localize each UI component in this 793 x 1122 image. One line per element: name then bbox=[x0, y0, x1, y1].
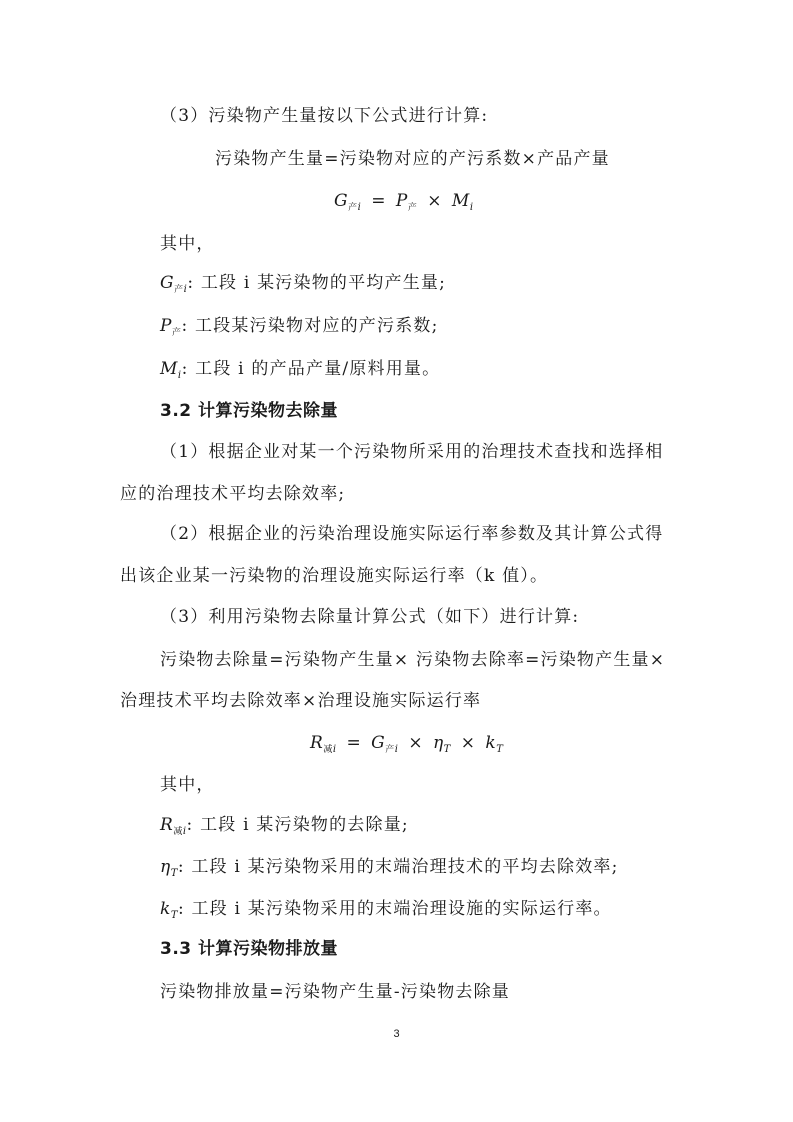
symbol-R: R bbox=[310, 733, 324, 753]
emission-formula-text: 污染物排放量=污染物产生量-污染物去除量 bbox=[160, 982, 510, 1002]
where-label: 其中， bbox=[160, 234, 215, 254]
def-M: $M_i$: 工段 i 的产品产量/原料用量。 bbox=[160, 359, 441, 381]
def-P: $P_产$: 工段某污染物对应的产污系数; bbox=[160, 316, 439, 338]
paragraph-3-line-1: （3）利用污染物去除量计算公式（如下）进行计算: bbox=[160, 607, 580, 627]
def-eta: $\eta_T$: 工段 i 某污染物采用的末端治理技术的平均去除效率; bbox=[160, 857, 619, 879]
def-G: $G_{产i}$: 工段 i 某污染物的平均产生量; bbox=[160, 273, 447, 295]
paragraph-2-line-2: 出该企业某一污染物的治理设施实际运行率（k 值）。 bbox=[120, 566, 549, 586]
formula-text-production: 污染物产生量=污染物对应的产污系数×产品产量 bbox=[215, 149, 610, 169]
section-heading-3-2: 3.2 计算污染物去除量 bbox=[160, 401, 339, 421]
def-R: $R_{减i}$: 工段 i 某污染物的去除量; bbox=[160, 815, 409, 837]
formula-removal: $R_{减i} = G_{产i} \times \eta_T \times k_T$ bbox=[310, 733, 504, 755]
paragraph-3-intro: （3）污染物产生量按以下公式进行计算: bbox=[160, 106, 489, 126]
paragraph-4-line-1: 污染物去除量=污染物产生量× 污染物去除率=污染物产生量× bbox=[160, 650, 666, 670]
symbol-k: k bbox=[485, 733, 497, 753]
symbol-M: M bbox=[451, 191, 470, 211]
symbol-eta: η bbox=[432, 733, 444, 753]
symbol-P: P bbox=[395, 191, 408, 211]
section-heading-3-3: 3.3 计算污染物排放量 bbox=[160, 939, 339, 959]
paragraph-1-line-1: （1）根据企业对某一个污染物所采用的治理技术查找和选择相 bbox=[160, 442, 664, 462]
paragraph-4-line-2: 治理技术平均去除效率×治理设施实际运行率 bbox=[120, 691, 482, 711]
where-label-2: 其中， bbox=[160, 775, 215, 795]
page-number: 3 bbox=[393, 1028, 400, 1040]
def-k: $k_T$: 工段 i 某污染物采用的末端治理设施的实际运行率。 bbox=[160, 899, 612, 921]
paragraph-1-line-2: 应的治理技术平均去除效率; bbox=[120, 484, 346, 504]
formula-production: $G_{产i} = P_产 \times M_i$ bbox=[334, 191, 474, 213]
symbol-G: G bbox=[334, 191, 349, 211]
paragraph-2-line-1: （2）根据企业的污染治理设施实际运行率参数及其计算公式得 bbox=[160, 524, 664, 544]
